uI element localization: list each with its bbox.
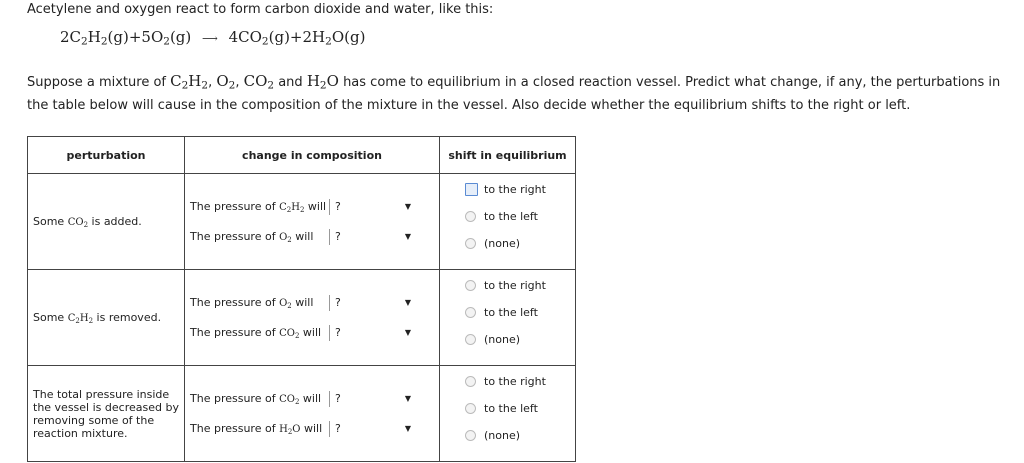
change-select[interactable]: ? ▼ xyxy=(329,421,415,437)
perturbation-cell: Some $CO_2$ is added. xyxy=(28,174,185,270)
shift-option-left[interactable]: to the left xyxy=(465,395,575,422)
caret-down-icon: ▼ xyxy=(404,201,411,211)
header-shift: shift in equilibrium xyxy=(440,137,576,174)
change-cell xyxy=(185,174,440,270)
change-select[interactable]: ? ▼ xyxy=(329,295,415,311)
shift-option-left[interactable]: to the left xyxy=(465,299,575,326)
question-text: Suppose a mixture of $C_2H_2$, $O_2$, $CO_2$ and $H_2O$ has come to equilibrium in a closed reaction vessel. Predict what change, if any, the perturbations in the table below will cause in the composition of the mixture in the vessel. Also decide whether the equilibrium shifts to the right or left. xyxy=(27,72,1001,113)
radio-button[interactable] xyxy=(465,211,476,222)
shift-option-right[interactable]: to the right xyxy=(465,272,575,299)
radio-button[interactable] xyxy=(465,334,476,345)
caret-down-icon: ▼ xyxy=(404,231,411,241)
change-line: The pressure of $O_2$ will ? ▼ xyxy=(185,288,439,318)
chemical-equation: $2C_2H_2(g)+5O_2(g)$ ⟶ $4CO_2(g)+2H_2O(g)$ xyxy=(60,28,366,48)
radio-button[interactable] xyxy=(465,183,478,196)
caret-down-icon: ▼ xyxy=(404,393,411,403)
shift-cell xyxy=(440,174,576,270)
table-row xyxy=(28,366,576,462)
header-perturbation: perturbation xyxy=(28,137,185,174)
reaction-arrow-icon: ⟶ xyxy=(202,32,218,45)
caret-down-icon: ▼ xyxy=(404,327,411,337)
shift-cell xyxy=(440,366,576,462)
perturbation-cell: The total pressure inside the vessel is decreased by removing some of the reaction mixture. xyxy=(28,366,185,462)
caret-down-icon: ▼ xyxy=(404,297,411,307)
shift-option-right[interactable]: to the right xyxy=(465,176,575,203)
shift-option-none[interactable]: (none) xyxy=(465,326,575,353)
shift-option-left[interactable]: to the left xyxy=(465,203,575,230)
perturbation-cell: Some $C_2H_2$ is removed. xyxy=(28,270,185,366)
table-row xyxy=(28,174,576,270)
radio-button[interactable] xyxy=(465,307,476,318)
shift-option-none[interactable]: (none) xyxy=(465,230,575,257)
radio-button[interactable] xyxy=(465,403,476,414)
change-line: The pressure of $CO_2$ will ? ▼ xyxy=(185,384,439,414)
radio-button[interactable] xyxy=(465,376,476,387)
change-select[interactable]: ? ▼ xyxy=(329,229,415,245)
shift-cell xyxy=(440,270,576,366)
shift-option-right[interactable]: to the right xyxy=(465,368,575,395)
shift-option-none[interactable]: (none) xyxy=(465,422,575,449)
change-cell xyxy=(185,366,440,462)
change-select[interactable]: ? ▼ xyxy=(329,391,415,407)
radio-button[interactable] xyxy=(465,280,476,291)
radio-button[interactable] xyxy=(465,238,476,249)
intro-text: Acetylene and oxygen react to form carbon dioxide and water, like this: xyxy=(27,2,494,17)
change-line: The pressure of $O_2$ will ? ▼ xyxy=(185,222,439,252)
header-change: change in composition xyxy=(185,137,440,174)
change-cell xyxy=(185,270,440,366)
change-line: The pressure of $H_2O$ will ? ▼ xyxy=(185,414,439,444)
table-row xyxy=(28,270,576,366)
change-line: The pressure of $CO_2$ will ? ▼ xyxy=(185,318,439,348)
change-line: The pressure of $C_2H_2$ will ? ▼ xyxy=(185,192,439,222)
perturbation-table xyxy=(27,136,576,462)
caret-down-icon: ▼ xyxy=(404,423,411,433)
change-select[interactable]: ? ▼ xyxy=(329,199,415,215)
change-select[interactable]: ? ▼ xyxy=(329,325,415,341)
radio-button[interactable] xyxy=(465,430,476,441)
